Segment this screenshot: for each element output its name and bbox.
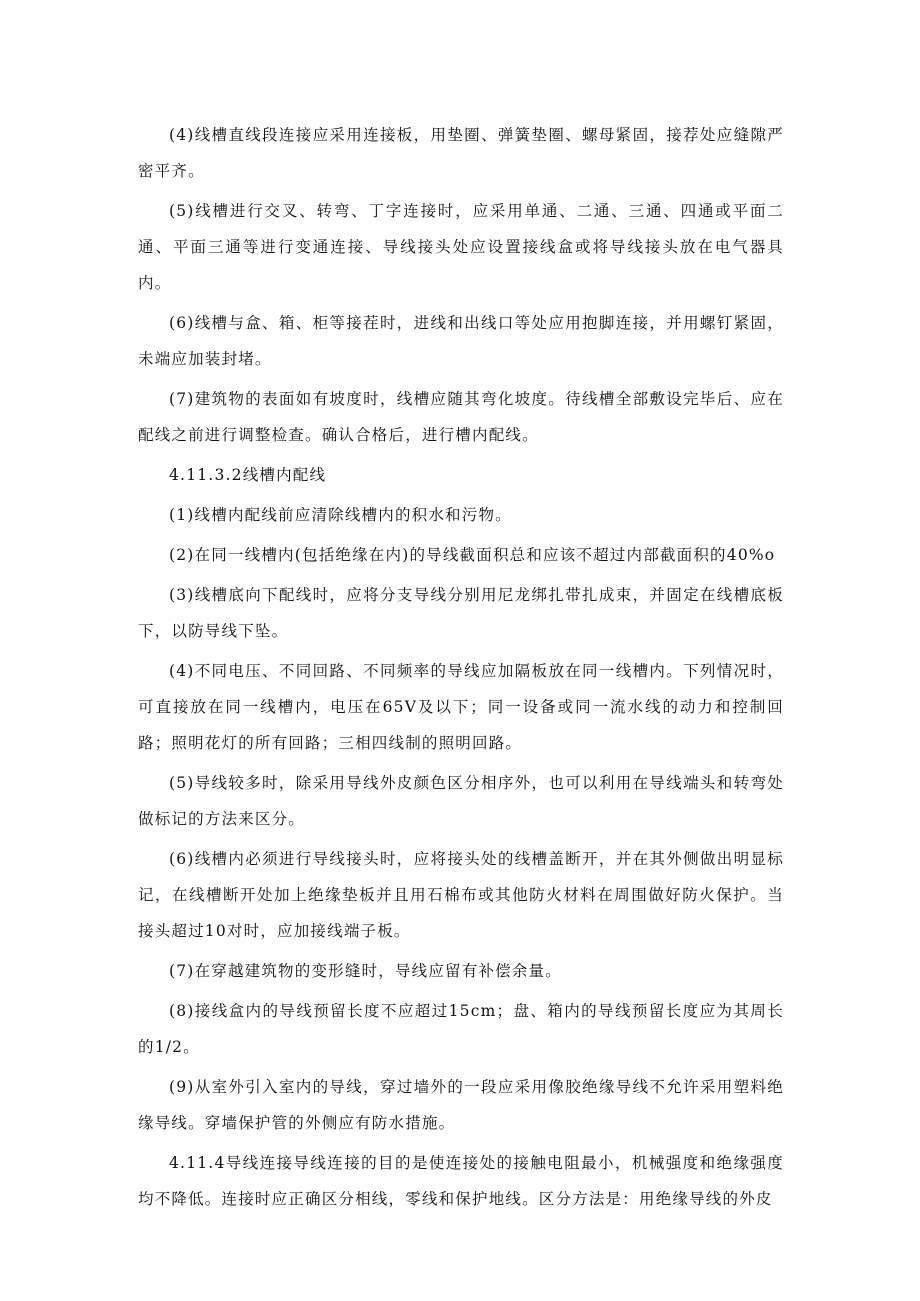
paragraph-7-deformation-joint: (7)在穿越建筑物的变形缝时，导线应留有补偿余量。 [169,962,562,980]
paragraph-4-different-voltage: (4)不同电压、不同回路、不同频率的导线应加隔板放在同一线槽内。下列情况时，可直接放在同一线槽内，电压在65V及以下；同一设备或同一流水线的动力和控制回路；照明花灯的所有回路；三相四线制的照明回路。 [138,662,784,752]
paragraph-5-phase-marking: (5)导线较多时，除采用导线外皮颜色区分相序外，也可以利用在导线端头和转弯处做标记的方法来区分。 [138,774,784,828]
paragraph-8-reserved-length: (8)接线盒内的导线预留长度不应超过15cm；盘、箱内的导线预留长度应为其周长的1/2。 [138,1002,784,1056]
section-heading-4-11-3-2: 4.11.3.2线槽内配线 [169,466,327,484]
paragraph-4-trunking-straight-joint: (4)线槽直线段连接应采用连接板，用垫圈、弹簧垫圈、螺母紧固，接荐处应缝隙严密平齐。 [138,126,784,180]
paragraph-2-cross-section-limit: (2)在同一线槽内(包括绝缘在内)的导线截面积总和应该不超过内部截面积的40%o [169,546,776,564]
paragraph-7-slope-adjustment: (7)建筑物的表面如有坡度时，线槽应随其弯化坡度。待线槽全部敷设完毕后、应在配线之前进行调整检查。确认合格后，进行槽内配线。 [138,390,784,444]
paragraph-6-joint-protection: (6)线槽内必须进行导线接头时，应将接头处的线槽盖断开，并在其外侧做出明显标记，在线槽断开处加上绝缘垫板并且用石棉布或其他防火材料在周围做好防火保护。当接头超过10对时，应加接线端子板。 [138,850,784,940]
document-body [138,117,784,1221]
section-4-11-4-wire-connection: 4.11.4导线连接导线连接的目的是使连接处的接触电阻最小，机械强度和绝缘强度均不降低。连接时应正确区分相线，零线和保护地线。区分方法是：用绝缘导线的外皮 [138,1154,784,1208]
paragraph-9-outdoor-wire: (9)从室外引入室内的导线，穿过墙外的一段应采用像胶绝缘导线不允许采用塑料绝缘导线。穿墙保护管的外侧应有防水措施。 [138,1078,784,1132]
paragraph-6-trunking-box-joint: (6)线槽与盒、箱、柜等接茬时，进线和出线口等处应用抱脚连接，并用螺钉紧固，未端应加装封堵。 [138,314,784,368]
paragraph-1-clean-trunking: (1)线槽内配线前应清除线槽内的积水和污物。 [169,506,512,524]
paragraph-3-downward-wiring: (3)线槽底向下配线时，应将分支导线分别用尼龙绑扎带扎成束，并固定在线槽底板下，以防导线下坠。 [138,586,784,640]
paragraph-5-trunking-cross-turn: (5)线槽进行交叉、转弯、丁字连接时，应采用单通、二通、三通、四通或平面二通、平面三通等进行变通连接、导线接头处应设置接线盒或将导线接头放在电气器具内。 [138,202,784,292]
